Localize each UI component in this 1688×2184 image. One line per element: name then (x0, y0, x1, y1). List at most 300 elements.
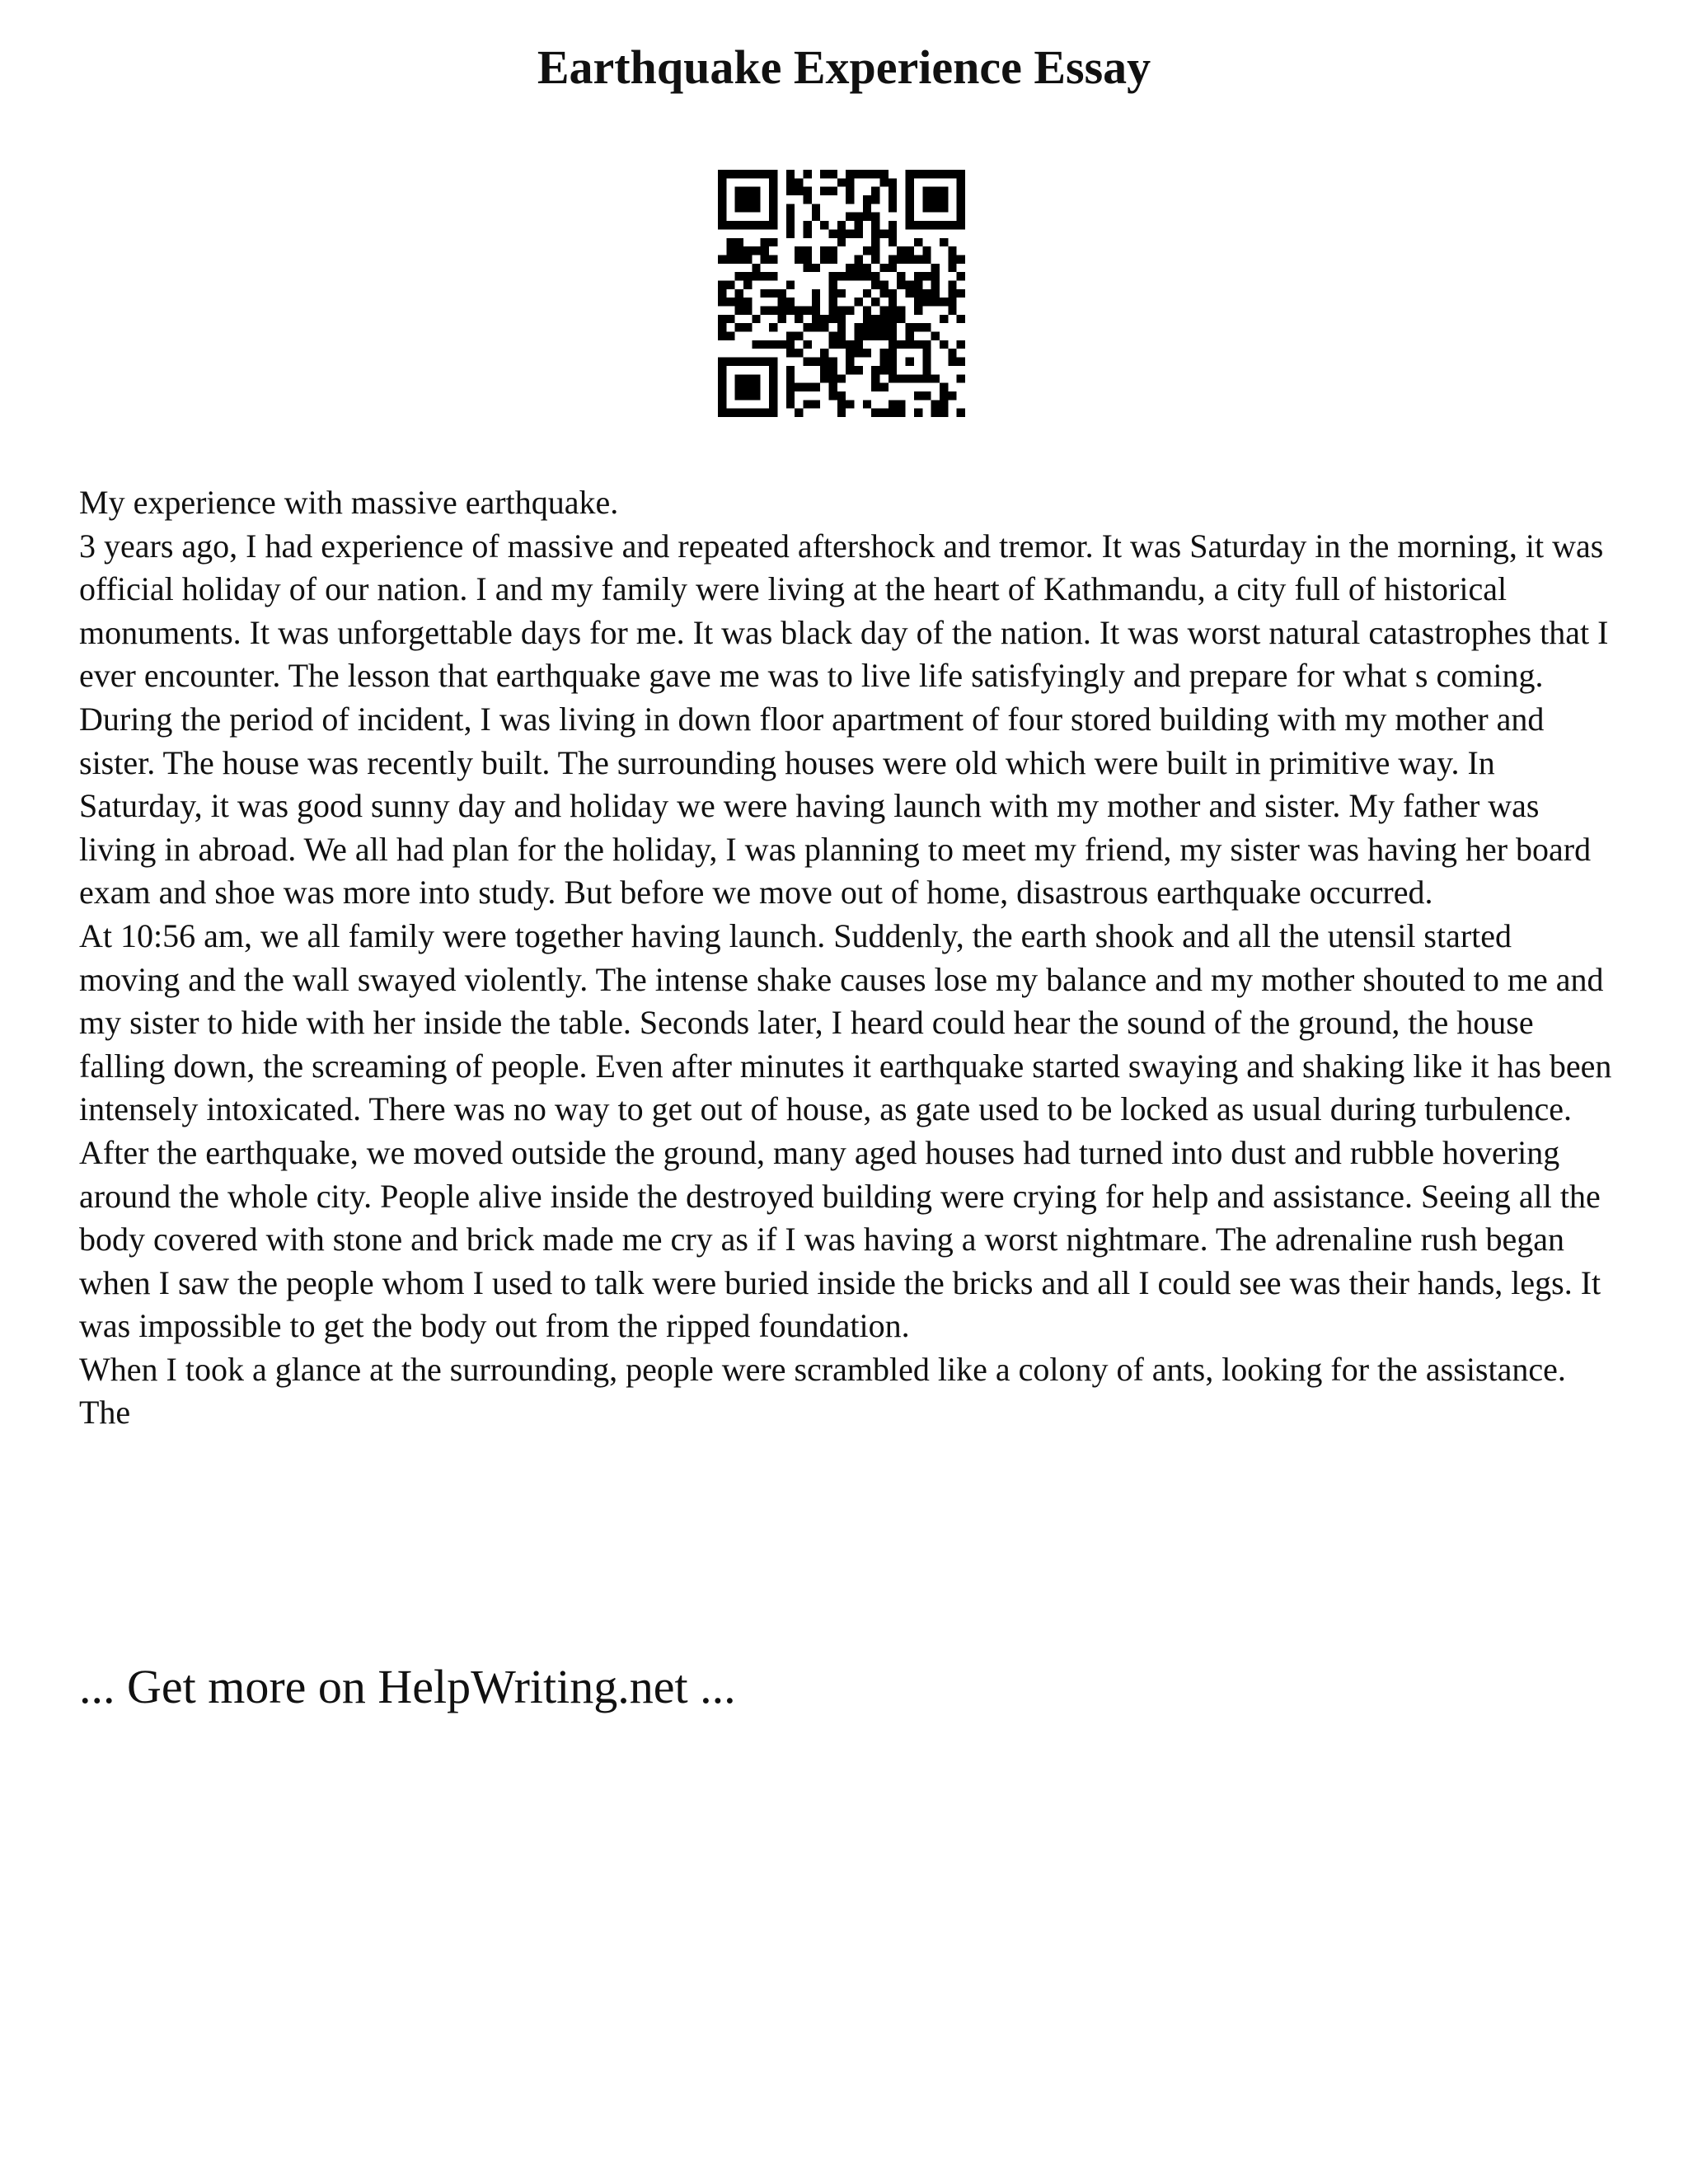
qr-module (948, 170, 956, 178)
qr-module (922, 358, 931, 366)
qr-module (803, 187, 811, 195)
qr-module (837, 332, 846, 340)
qr-module (803, 340, 811, 349)
qr-module (837, 323, 846, 331)
qr-module (761, 238, 769, 246)
qr-module (786, 187, 795, 195)
qr-module (837, 400, 846, 408)
qr-module (837, 307, 846, 315)
qr-module (855, 349, 863, 357)
qr-module (812, 323, 820, 331)
qr-module (940, 383, 948, 391)
qr-module (889, 178, 897, 186)
qr-module (761, 340, 769, 349)
qr-module (718, 195, 726, 204)
qr-module (846, 366, 854, 374)
qr-module (837, 374, 846, 382)
qr-module (752, 340, 760, 349)
qr-module (735, 255, 743, 263)
qr-module (786, 366, 795, 374)
qr-module (803, 170, 811, 178)
qr-module (957, 170, 965, 178)
qr-module (940, 400, 948, 408)
qr-module (906, 195, 914, 204)
qr-module (940, 340, 948, 349)
qr-module (786, 229, 795, 237)
qr-module (718, 332, 726, 340)
qr-module (880, 383, 889, 391)
qr-module (871, 374, 879, 382)
qr-module (871, 298, 879, 306)
qr-module (855, 323, 863, 331)
qr-module (957, 409, 965, 417)
qr-module (837, 315, 846, 323)
qr-module (786, 400, 795, 408)
qr-module (837, 272, 846, 280)
qr-module (752, 246, 760, 255)
qr-module (761, 221, 769, 229)
qr-module (786, 374, 795, 382)
qr-module (795, 332, 803, 340)
qr-module (812, 298, 820, 306)
qr-module (897, 307, 905, 315)
qr-module (931, 280, 940, 288)
qr-module (940, 170, 948, 178)
qr-module (914, 289, 922, 298)
qr-module (957, 340, 965, 349)
qr-module (786, 170, 795, 178)
qr-module (889, 255, 897, 263)
qr-module (863, 323, 871, 331)
qr-module (957, 315, 965, 323)
qr-module (880, 264, 889, 272)
qr-module (743, 358, 752, 366)
qr-module (871, 332, 879, 340)
qr-module (769, 323, 777, 331)
qr-module (931, 374, 940, 382)
qr-module (855, 170, 863, 178)
qr-module (743, 246, 752, 255)
qr-module (769, 383, 777, 391)
qr-module (931, 272, 940, 280)
qr-module (889, 409, 897, 417)
qr-module (914, 307, 922, 315)
qr-module (761, 255, 769, 263)
qr-module (735, 307, 743, 315)
qr-module (828, 332, 837, 340)
qr-module (828, 307, 837, 315)
essay-paragraph: During the period of incident, I was living in down floor apartment of four stored building with my mother and sister. The house was recently built. The surrounding houses were old which were built in primitive way. In Saturday, it was good sunny day and holiday we were having launch with my mother and sister. My father was living in abroad. We all had plan for the holiday, I was planning to meet my friend, my sister was having her board exam and shoe was more into study. But before we move out of home, disastrous earthquake occurred. (79, 700, 1592, 912)
qr-module (743, 195, 752, 204)
qr-module (931, 409, 940, 417)
qr-module (914, 272, 922, 280)
qr-module (957, 255, 965, 263)
qr-module (871, 323, 879, 331)
qr-module (906, 332, 914, 340)
essay-body (79, 481, 1620, 1435)
qr-module (889, 289, 897, 298)
qr-module (922, 340, 931, 349)
qr-module (761, 409, 769, 417)
qr-module (837, 221, 846, 229)
qr-module (846, 187, 854, 195)
qr-module (769, 409, 777, 417)
qr-module (863, 307, 871, 315)
qr-module (743, 187, 752, 195)
qr-module (761, 246, 769, 255)
qr-module (718, 280, 726, 288)
qr-module (948, 221, 956, 229)
qr-module (795, 307, 803, 315)
qr-module (761, 358, 769, 366)
qr-module (752, 315, 760, 323)
qr-module (889, 298, 897, 306)
qr-module (846, 229, 854, 237)
qr-module (914, 280, 922, 288)
qr-module (828, 374, 837, 382)
qr-module (743, 204, 752, 212)
qr-module (718, 221, 726, 229)
qr-module (743, 307, 752, 315)
qr-module (752, 383, 760, 391)
qr-module (889, 400, 897, 408)
qr-module (735, 272, 743, 280)
qr-module (863, 246, 871, 255)
qr-module (718, 289, 726, 298)
qr-module (846, 340, 854, 349)
qr-module (769, 366, 777, 374)
qr-module (914, 255, 922, 263)
qr-module (777, 315, 785, 323)
qr-module (735, 289, 743, 298)
qr-module (718, 400, 726, 408)
qr-module (897, 246, 905, 255)
qr-module (803, 358, 811, 366)
qr-module (743, 409, 752, 417)
qr-module (931, 289, 940, 298)
qr-module (761, 307, 769, 315)
qr-module (743, 170, 752, 178)
qr-module (871, 195, 879, 204)
qr-module (897, 315, 905, 323)
qr-module (940, 195, 948, 204)
qr-module (855, 340, 863, 349)
qr-module (922, 391, 931, 400)
qr-module (828, 280, 837, 288)
qr-module (735, 383, 743, 391)
qr-module (786, 391, 795, 400)
qr-module (837, 409, 846, 417)
qr-module (718, 391, 726, 400)
qr-module (769, 289, 777, 298)
qr-module (863, 195, 871, 204)
qr-module (735, 195, 743, 204)
qr-module (769, 195, 777, 204)
qr-module (931, 187, 940, 195)
qr-module (718, 409, 726, 417)
qr-module (743, 255, 752, 263)
qr-module (812, 400, 820, 408)
qr-module (752, 409, 760, 417)
qr-module (880, 358, 889, 366)
qr-module (863, 289, 871, 298)
qr-module (735, 391, 743, 400)
qr-module (855, 264, 863, 272)
qr-module (940, 315, 948, 323)
qr-module (726, 246, 734, 255)
qr-module (922, 187, 931, 195)
qr-module (897, 255, 905, 263)
qr-module (752, 204, 760, 212)
qr-module (846, 213, 854, 221)
qr-module (803, 323, 811, 331)
qr-module (897, 400, 905, 408)
qr-module (846, 400, 854, 408)
qr-module (761, 289, 769, 298)
qr-module (914, 298, 922, 306)
qr-module (889, 323, 897, 331)
qr-module (846, 307, 854, 315)
qr-module (820, 315, 828, 323)
essay-paragraph: At 10:56 am, we all family were together having launch. Suddenly, the earth shook and all the utensil started moving and the wall swayed violently. The intense shake causes lose my balance and my mother shouted to me and my sister to hide with her inside the table. Seconds later, I heard could hear the sound of the ground, the house falling down, the screaming of people. Even after minutes it earthquake started swaying and shaking like it has been intensely intoxicated. There was no way to get out of house, as gate used to be locked as usual during turbulence. (79, 916, 1612, 1128)
qr-module (889, 315, 897, 323)
qr-module (863, 213, 871, 221)
qr-module (940, 238, 948, 246)
qr-module (786, 298, 795, 306)
qr-module (871, 238, 879, 246)
qr-module (777, 298, 785, 306)
qr-module (957, 221, 965, 229)
qr-module (906, 289, 914, 298)
qr-module (777, 340, 785, 349)
document-title: Earthquake Experience Essay (537, 40, 1151, 94)
qr-module (828, 358, 837, 366)
qr-module (880, 289, 889, 298)
qr-module (914, 221, 922, 229)
qr-module (922, 246, 931, 255)
qr-module (795, 246, 803, 255)
qr-module (803, 264, 811, 272)
qr-module (931, 221, 940, 229)
qr-module (803, 255, 811, 263)
qr-module (922, 272, 931, 280)
qr-module (855, 332, 863, 340)
qr-module (769, 340, 777, 349)
qr-module (828, 366, 837, 374)
qr-module (863, 170, 871, 178)
qr-module (812, 358, 820, 366)
qr-module (948, 391, 956, 400)
qr-module (922, 374, 931, 382)
qr-module (769, 213, 777, 221)
qr-module (828, 315, 837, 323)
qr-module (871, 272, 879, 280)
qr-module (906, 204, 914, 212)
qr-module (812, 289, 820, 298)
qr-module (863, 332, 871, 340)
qr-module (889, 195, 897, 204)
qr-module (803, 307, 811, 315)
qr-module (820, 255, 828, 263)
qr-module (871, 221, 879, 229)
qr-module (940, 204, 948, 212)
qr-module (726, 170, 734, 178)
qr-module (769, 391, 777, 400)
qr-module (743, 323, 752, 331)
qr-module (769, 255, 777, 263)
qr-module (726, 298, 734, 306)
qr-module (889, 204, 897, 212)
qr-module (863, 400, 871, 408)
qr-module (743, 383, 752, 391)
qr-module (718, 358, 726, 366)
qr-module (957, 187, 965, 195)
qr-module (812, 383, 820, 391)
qr-module (897, 272, 905, 280)
qr-module (828, 187, 837, 195)
qr-module (718, 298, 726, 306)
essay-paragraph: After the earthquake, we moved outside the ground, many aged houses had turned into dust and rubble hovering around the whole city. People alive inside the destroyed building were crying for help and assistance. Seeing all the body covered with stone and brick made me cry as if I was having a worst nightmare. The adrenaline rush began when I saw the people whom I used to talk were buried inside the bricks and all I could see was their hands, legs. It was impossible to get the body out from the ripped foundation. (79, 1133, 1601, 1345)
qr-module (922, 366, 931, 374)
qr-module (718, 383, 726, 391)
qr-module (795, 255, 803, 263)
qr-module (871, 246, 879, 255)
qr-module (922, 221, 931, 229)
qr-module (897, 374, 905, 382)
qr-module (786, 340, 795, 349)
qr-module (786, 280, 795, 288)
qr-module (906, 280, 914, 288)
qr-module (820, 323, 828, 331)
qr-module (820, 187, 828, 195)
qr-module (880, 315, 889, 323)
qr-module (795, 315, 803, 323)
qr-module (769, 178, 777, 186)
qr-module (837, 289, 846, 298)
qr-module (855, 298, 863, 306)
qr-module (735, 170, 743, 178)
qr-module (914, 391, 922, 400)
qr-module (777, 307, 785, 315)
qr-module (718, 323, 726, 331)
qr-module (803, 229, 811, 237)
qr-module (846, 358, 854, 366)
qr-module (897, 409, 905, 417)
qr-module (812, 264, 820, 272)
qr-module (735, 204, 743, 212)
qr-module (769, 272, 777, 280)
qr-module (940, 298, 948, 306)
qr-module (940, 391, 948, 400)
qr-module (726, 221, 734, 229)
qr-module (752, 374, 760, 382)
qr-module (820, 366, 828, 374)
qr-module (922, 289, 931, 298)
qr-module (940, 221, 948, 229)
essay-paragraph: My experience with massive earthquake. (79, 484, 619, 521)
qr-module (718, 374, 726, 382)
qr-module (812, 213, 820, 221)
qr-module (871, 213, 879, 221)
qr-module (786, 349, 795, 357)
qr-module (846, 349, 854, 357)
qr-module (940, 409, 948, 417)
qr-module (769, 204, 777, 212)
qr-module (863, 204, 871, 212)
qr-module (889, 187, 897, 195)
qr-module (743, 374, 752, 382)
qr-module (803, 195, 811, 204)
qr-module (795, 349, 803, 357)
qr-module (948, 307, 956, 315)
qr-module (769, 170, 777, 178)
qr-module (820, 358, 828, 366)
qr-module (922, 170, 931, 178)
qr-module (769, 238, 777, 246)
qr-module (880, 323, 889, 331)
qr-module (863, 264, 871, 272)
qr-module (726, 358, 734, 366)
qr-module (837, 391, 846, 400)
qr-module (828, 383, 837, 391)
qr-module (897, 340, 905, 349)
qr-module (828, 298, 837, 306)
qr-module (718, 255, 726, 263)
qr-module (914, 170, 922, 178)
qr-module (922, 349, 931, 357)
qr-module (931, 195, 940, 204)
qr-module (718, 170, 726, 178)
qr-module (820, 221, 828, 229)
qr-module (889, 307, 897, 315)
qr-module (786, 213, 795, 221)
qr-module (828, 170, 837, 178)
qr-module (957, 272, 965, 280)
qr-module (718, 366, 726, 374)
qr-module (752, 187, 760, 195)
qr-module (863, 315, 871, 323)
qr-module (812, 204, 820, 212)
qr-module (889, 358, 897, 366)
qr-module (752, 272, 760, 280)
qr-module (889, 332, 897, 340)
qr-module (828, 289, 837, 298)
qr-module (906, 340, 914, 349)
get-more-link[interactable]: ... Get more on HelpWriting.net ... (79, 1660, 736, 1713)
qr-module (752, 358, 760, 366)
qr-module (769, 358, 777, 366)
essay-paragraph: 3 years ago, I had experience of massive and repeated aftershock and tremor. It was Saturday in the morning, it was official holiday of our nation. I and my family were living at the heart of Kathmandu, a city full of historical monuments. It was unforgettable days for me. It was black day of the nation. It was worst natural catastrophes that I ever encounter. The lesson that earthquake gave me was to live life satisfyingly and prepare for what s coming. (79, 527, 1609, 695)
qr-module (735, 409, 743, 417)
qr-module (880, 280, 889, 288)
qr-module (906, 246, 914, 255)
qr-module (795, 187, 803, 195)
qr-module (957, 289, 965, 298)
qr-module (931, 332, 940, 340)
qr-code-icon (718, 170, 965, 417)
qr-module (948, 264, 956, 272)
qr-module (855, 213, 863, 221)
qr-module (940, 187, 948, 195)
qr-module (812, 315, 820, 323)
qr-module (769, 374, 777, 382)
qr-module (777, 289, 785, 298)
qr-module (931, 170, 940, 178)
qr-module (820, 349, 828, 357)
qr-module (855, 366, 863, 374)
qr-module (948, 246, 956, 255)
qr-module (889, 264, 897, 272)
